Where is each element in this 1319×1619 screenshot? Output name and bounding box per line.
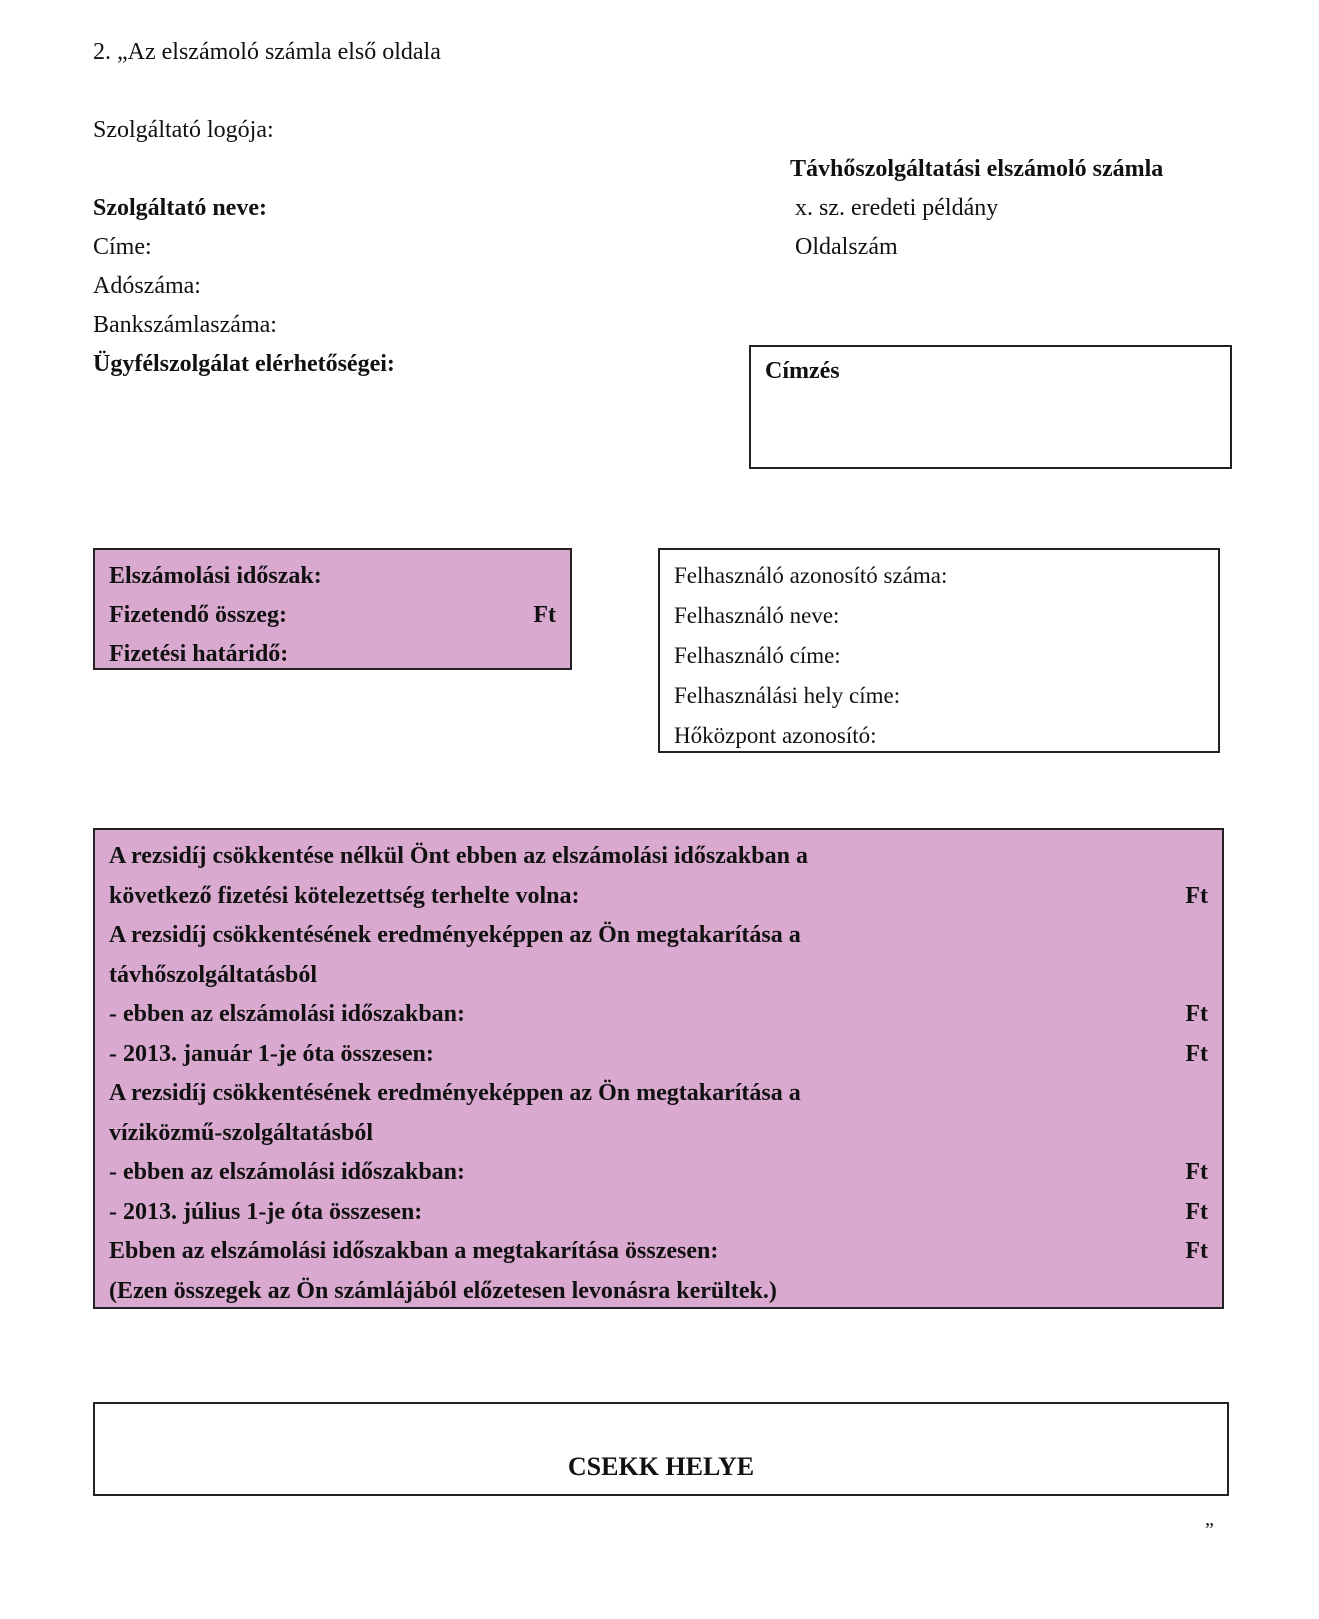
savings-line	[109, 963, 1208, 987]
billing-summary-box	[93, 548, 572, 670]
savings-line	[109, 1042, 1208, 1066]
savings-line-text: Ebben az elszámolási időszakban a megtakarítása összesen:	[109, 1238, 719, 1264]
savings-line	[109, 1121, 1208, 1145]
billing-deadline-row	[109, 642, 556, 666]
savings-line	[109, 923, 1208, 947]
user-address-label: Felhasználó címe:	[674, 643, 841, 668]
savings-line-unit: Ft	[1185, 882, 1208, 909]
section-title: 2. „Az elszámoló számla első oldala	[93, 39, 441, 65]
addressee-box	[749, 345, 1232, 469]
savings-line	[109, 844, 1208, 868]
savings-line-unit: Ft	[1185, 1159, 1208, 1185]
savings-line-unit: Ft	[1185, 1238, 1208, 1264]
savings-line-text: A rezsidíj csökkentésének eredményeképpen az Ön megtakarítása a	[109, 1080, 801, 1106]
user-id-label: Felhasználó azonosító száma:	[674, 563, 948, 588]
savings-line	[109, 1279, 1208, 1303]
provider-logo-label: Szolgáltató logója:	[93, 117, 274, 143]
invoice-page-number: Oldalszám	[795, 234, 898, 260]
check-placeholder-box	[93, 1402, 1229, 1496]
invoice-title: Távhőszolgáltatási elszámoló számla	[790, 156, 1164, 182]
addressee-label: Címzés	[765, 358, 840, 384]
provider-bank-label: Bankszámlaszáma:	[93, 312, 277, 338]
billing-deadline-label: Fizetési határidő:	[109, 641, 289, 667]
billing-period-label: Elszámolási időszak:	[109, 563, 322, 589]
user-name-label: Felhasználó neve:	[674, 603, 840, 628]
savings-line	[109, 1200, 1208, 1224]
billing-amount-unit: Ft	[533, 602, 556, 628]
invoice-copy: x. sz. eredeti példány	[795, 195, 999, 221]
savings-line-unit: Ft	[1185, 1001, 1208, 1027]
savings-line-text: következő fizetési kötelezettség terhelte volna:	[109, 882, 580, 909]
savings-line-text: - ebben az elszámolási időszakban:	[109, 1001, 466, 1027]
savings-line	[109, 1002, 1208, 1026]
savings-line-unit: Ft	[1185, 1198, 1208, 1225]
provider-name-label: Szolgáltató neve:	[93, 195, 267, 221]
savings-line-text: (Ezen összegek az Ön számlájából előzetesen levonásra kerültek.)	[109, 1277, 777, 1304]
savings-line	[109, 1081, 1208, 1105]
check-placeholder-label: CSEKK HELYE	[567, 1452, 755, 1481]
savings-line-unit: Ft	[1185, 1040, 1208, 1067]
billing-period-row	[109, 564, 556, 588]
provider-address-label: Címe:	[93, 234, 152, 260]
savings-line-text: víziközmű-szolgáltatásból	[109, 1119, 373, 1146]
savings-line-text: - 2013. július 1-je óta összesen:	[109, 1198, 423, 1225]
savings-line	[109, 1160, 1208, 1184]
substation-id-label: Hőközpont azonosító:	[674, 723, 877, 748]
closing-quote: ”	[1205, 1519, 1214, 1541]
savings-line-text: távhőszolgáltatásból	[109, 961, 318, 988]
provider-tax-label: Adószáma:	[93, 273, 201, 299]
savings-line-text: A rezsidíj csökkentésének eredményeképpen az Ön megtakarítása a	[109, 922, 801, 948]
savings-box	[93, 828, 1224, 1309]
billing-amount-row	[109, 603, 556, 627]
billing-amount-label: Fizetendő összeg:	[109, 602, 287, 628]
savings-line	[109, 884, 1208, 908]
savings-line-text: A rezsidíj csökkentése nélkül Önt ebben az elszámolási időszakban a	[109, 843, 808, 869]
usage-site-address-label: Felhasználási hely címe:	[674, 683, 901, 708]
user-info-box	[658, 548, 1220, 753]
savings-line	[109, 1239, 1208, 1263]
customer-service-label: Ügyfélszolgálat elérhetőségei:	[93, 351, 395, 377]
savings-line-text: - ebben az elszámolási időszakban:	[109, 1159, 466, 1185]
savings-line-text: - 2013. január 1-je óta összesen:	[109, 1040, 434, 1067]
